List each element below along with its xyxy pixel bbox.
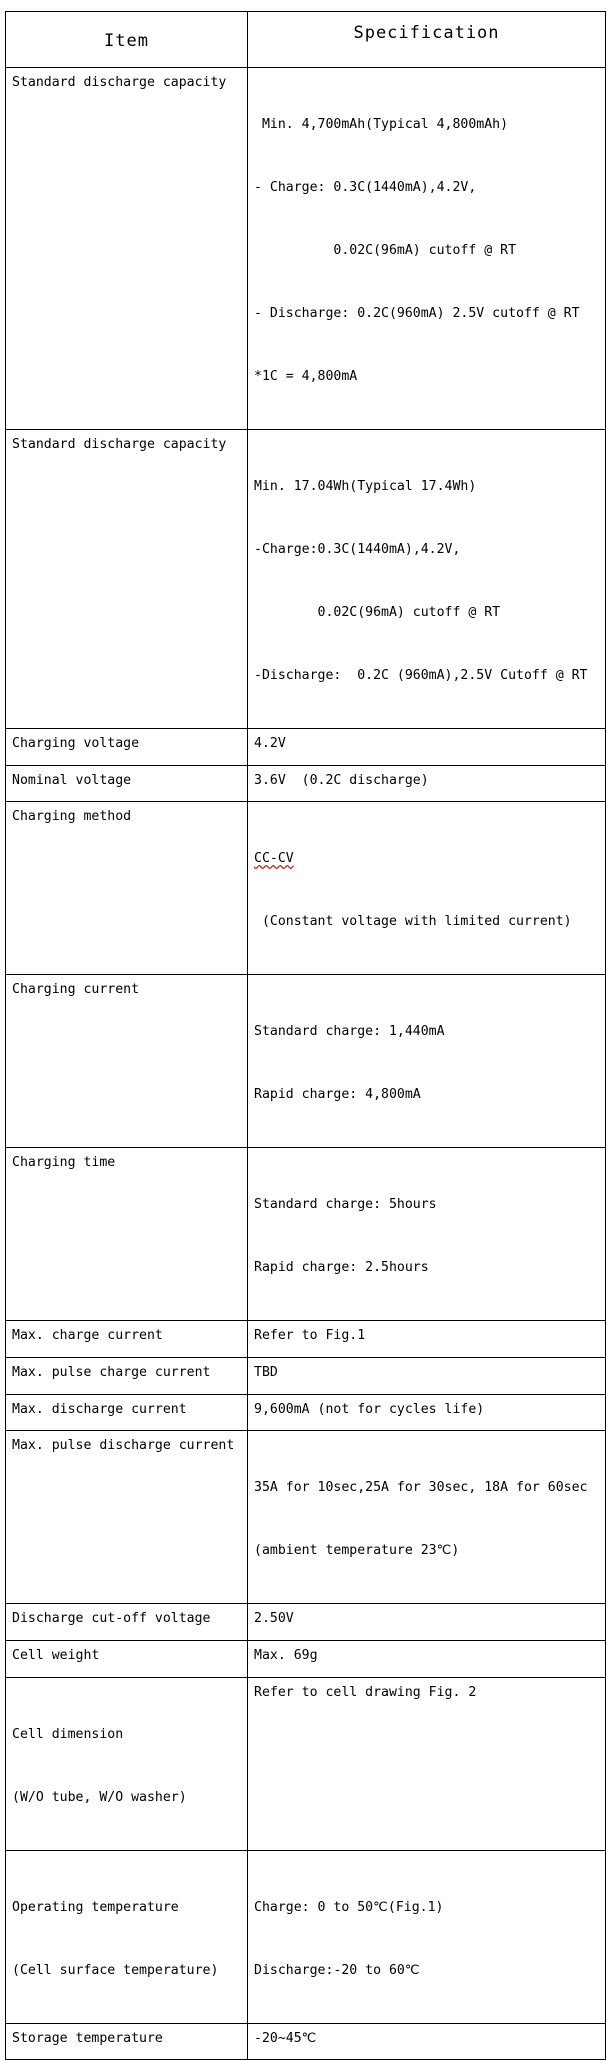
spec-cell: Max. 69g bbox=[248, 1641, 606, 1678]
table-row bbox=[6, 1678, 606, 1851]
table-row bbox=[6, 729, 606, 766]
spec-cell: Min. 17.04Wh(Typical 17.4Wh) -Charge:0.3C(1440mA),4.2V, 0.02C(96mA) cutoff @ RT -Discharge: 0.2C (960mA),2.5V Cutoff @ RT bbox=[248, 430, 606, 729]
spec-cell: 3.6V (0.2C discharge) bbox=[248, 766, 606, 802]
spec-cell: Standard charge: 1,440mA Rapid charge: 4,800mA bbox=[248, 975, 606, 1148]
table-row bbox=[6, 1604, 606, 1641]
spec-cell: Refer to Fig.1 bbox=[248, 1321, 606, 1358]
spec-cell: TBD bbox=[248, 1358, 606, 1395]
table-row bbox=[6, 2024, 606, 2060]
table-row bbox=[6, 802, 606, 975]
item-cell: Standard discharge capacity bbox=[6, 430, 248, 729]
item-cell: Max. discharge current bbox=[6, 1395, 248, 1431]
table-row bbox=[6, 1358, 606, 1395]
spellcheck-word: CC-CV bbox=[254, 851, 294, 866]
header-item: Item bbox=[6, 12, 248, 68]
spec-cell: Charge: 0 to 50℃(Fig.1) Discharge:-20 to 60℃ bbox=[248, 1851, 606, 2024]
spec-table bbox=[5, 11, 606, 2060]
item-cell: Discharge cut-off voltage bbox=[6, 1604, 248, 1641]
item-cell: Charging current bbox=[6, 975, 248, 1148]
spec-cell: CC-CV (Constant voltage with limited current) bbox=[248, 802, 606, 975]
spec-cell: 2.50V bbox=[248, 1604, 606, 1641]
table-row bbox=[6, 1321, 606, 1358]
table-row bbox=[6, 766, 606, 802]
table-row bbox=[6, 1851, 606, 2024]
spec-cell: Min. 4,700mAh(Typical 4,800mAh) - Charge: 0.3C(1440mA),4.2V, 0.02C(96mA) cutoff @ RT - Discharge: 0.2C(960mA) 2.5V cutoff @ RT *1C = 4,800mA bbox=[248, 68, 606, 430]
spec-cell: -20~45℃ bbox=[248, 2024, 606, 2060]
table-row bbox=[6, 68, 606, 430]
spec-cell: 35A for 10sec,25A for 30sec, 18A for 60sec (ambient temperature 23℃) bbox=[248, 1431, 606, 1604]
table-row bbox=[6, 975, 606, 1148]
header-specification: Specification bbox=[248, 12, 606, 68]
item-cell: Charging voltage bbox=[6, 729, 248, 766]
table-row bbox=[6, 1395, 606, 1431]
item-cell: Charging time bbox=[6, 1148, 248, 1321]
item-cell: Max. charge current bbox=[6, 1321, 248, 1358]
table-row bbox=[6, 1641, 606, 1678]
table-row bbox=[6, 1148, 606, 1321]
item-cell: Max. pulse discharge current bbox=[6, 1431, 248, 1604]
spec-cell: 9,600mA (not for cycles life) bbox=[248, 1395, 606, 1431]
item-cell: Charging method bbox=[6, 802, 248, 975]
item-cell: Storage temperature bbox=[6, 2024, 248, 2060]
spec-cell: Refer to cell drawing Fig. 2 bbox=[248, 1678, 606, 1851]
item-cell: Cell weight bbox=[6, 1641, 248, 1678]
item-cell: Standard discharge capacity bbox=[6, 68, 248, 430]
spec-cell: Standard charge: 5hours Rapid charge: 2.5hours bbox=[248, 1148, 606, 1321]
spec-cell: 4.2V bbox=[248, 729, 606, 766]
item-cell: Cell dimension (W/O tube, W/O washer) bbox=[6, 1678, 248, 1851]
header-row bbox=[6, 12, 606, 68]
item-cell: Operating temperature (Cell surface temperature) bbox=[6, 1851, 248, 2024]
item-cell: Max. pulse charge current bbox=[6, 1358, 248, 1395]
table-row bbox=[6, 1431, 606, 1604]
table-row bbox=[6, 430, 606, 729]
item-cell: Nominal voltage bbox=[6, 766, 248, 802]
